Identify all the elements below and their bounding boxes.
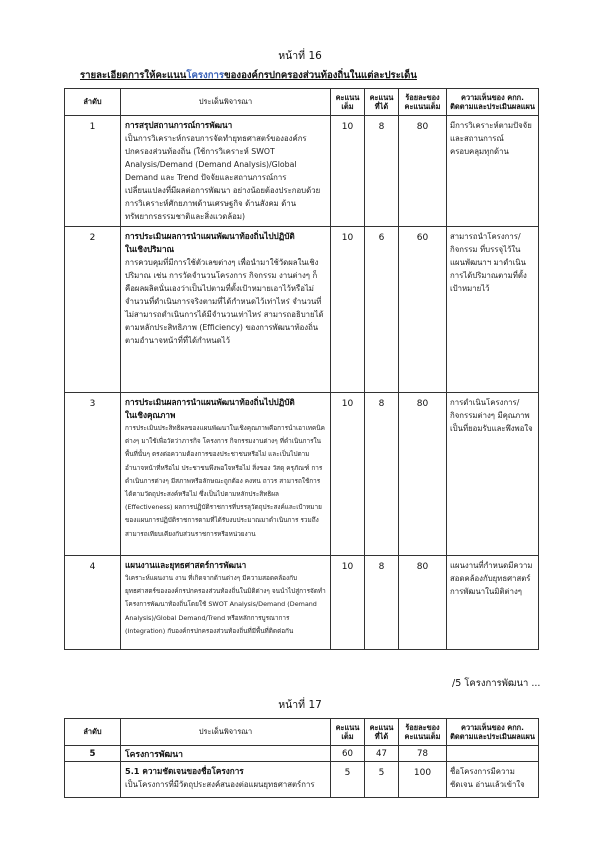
row-full-score: 10: [331, 393, 365, 556]
row-number: 3: [65, 393, 121, 556]
title-part-2: ขององค์กรปกครองส่วนท้องถิ่นในแต่ละประเด็น: [224, 70, 417, 81]
row-description: เป็นโครงการที่มีวัตถุประสงค์สนองต่อแผนยุทธศาสตร์การ: [125, 780, 315, 789]
row-topic: [121, 393, 331, 556]
row-percent: 80: [399, 556, 447, 650]
row-opinion: สามารถนำโครงการ/กิจกรรม ที่บรรจุไว้ในแผนพัฒนาฯ มาดำเนินการได้ปริมาณตามที่ตั้งเป้าหมายไว้: [447, 227, 539, 393]
col-header-score-line1: คะแนน: [369, 92, 394, 102]
row-full-score: 60: [331, 746, 365, 762]
page-number-next: หน้าที่ 17: [278, 699, 322, 711]
col-header-percent-line1: ร้อยละของ: [405, 92, 440, 102]
continuation-note: /5 โครงการพัฒนา ...: [452, 678, 541, 689]
row-description: การประเมินประสิทธิผลของแผนพัฒนาในเชิงคุณภาพคือการนำเอาเทคนิคต่างๆ มาใช้เพื่อวัดว่าภารกิจ โครงการ กิจกรรมงานต่างๆ ที่ดำเนินการในพื้นที่นั้นๆ ตรงต่อความต้องการของประชาชนหรือไม่ และเป็นไปตามอำนาจหน้าที่หรือไม่ ประชาชนพึงพอใจหรือไม่ สิ่งของ วัสดุ ครุภัณฑ์ การดำเนินการต่างๆ มีสภาพหรือลักษณะถูกต้อง คงทน ถาวร สามารถใช้การได้ตามวัตถุประสงค์หรือไม่ ซึ่งเป็นไปตามหลักประสิทธิผล (Effectiveness) ผลการปฏิบัติราชการที่บรรลุวัตถุประสงค์และเป้าหมายของแผนการปฏิบัติราชการตามที่ได้รับงบประมาณมาดำเนินการ รวมถึงสามารถเทียบเคียงกับส่วนราชการหรือหน่วยงาน: [125, 424, 325, 538]
scoring-table: [64, 88, 539, 650]
row-score: 8: [365, 116, 399, 227]
col-header-topic: ประเด็นพิจารณา: [121, 719, 331, 746]
col-header-score-line1: คะแนน: [369, 722, 394, 732]
row-number: 5: [65, 746, 121, 762]
col-header-full-line2: เต็ม: [341, 732, 354, 741]
summary-row: [65, 746, 539, 762]
table-row: [65, 556, 539, 650]
row-full-score: 5: [331, 762, 365, 798]
row-description: การควบคุมที่มีการใช้ตัวเลขต่างๆ เพื่อนำมาใช้วัดผลในเชิงปริมาณ เช่น การวัดจำนวนโครงการ กิจกรรม งานต่างๆ ก็คือผลผลิตนั่นเองว่าเป็นไปตามที่ตั้งเป้าหมายเอาไว้หรือไม่จำนวนที่ดำเนินการจริงตามที่ได้กำหนดไว้เท่าไหร่ จำนวนที่ไม่สามารถดำเนินการได้มีจำนวนเท่าไหร่ สามารถอธิบายได้ตามหลักประสิทธิภาพ (Efficiency) ของการพัฒนาท้องถิ่นตามอำนาจหน้าที่ที่ได้กำหนดไว้: [125, 258, 324, 345]
row-percent: 78: [399, 746, 447, 762]
row-heading: การสรุปสถานการณ์การพัฒนา: [125, 120, 233, 130]
row-topic: [121, 227, 331, 393]
table-row: [65, 762, 539, 798]
row-description: วิเคราะห์แผนงาน งาน ที่เกิดจากด้านต่างๆ มีความสอดคล้องกับยุทธศาสตร์ขององค์กรปกครองส่วนท้องถิ่นในมิติต่างๆ จนนำไปสู่การจัดทำโครงการพัฒนาท้องถิ่นโดยใช้ SWOT Analysis/Demand (Demand Analysis)/Global Demand/Trend หรือหลักการบูรณาการ (Integration) กับองค์กรปกครองส่วนท้องถิ่นที่มีพื้นที่ติดต่อกัน: [125, 574, 326, 635]
row-full-score: 10: [331, 116, 365, 227]
row-heading: การประเมินผลการนำแผนพัฒนาท้องถิ่นไปปฏิบัติ: [125, 397, 295, 407]
col-header-no: ลำดับ: [65, 89, 121, 116]
col-header-full-line2: เต็ม: [341, 102, 354, 111]
row-heading: การประเมินผลการนำแผนพัฒนาท้องถิ่นไปปฏิบัติ: [125, 231, 295, 241]
row-heading-line2: ในเชิงคุณภาพ: [125, 410, 176, 420]
row-percent: 80: [399, 393, 447, 556]
col-header-percent-line2: คะแนนเต็ม: [404, 732, 441, 741]
row-opinion: การดำเนินโครงการ/กิจกรรมต่างๆ มีคุณภาพเป็นที่ยอมรับและพึงพอใจ: [447, 393, 539, 556]
col-header-percent: [399, 719, 447, 746]
row-opinion: ชื่อโครงการมีความชัดเจน อ่านแล้วเข้าใจ: [447, 762, 539, 798]
row-topic: [121, 116, 331, 227]
col-header-percent-line1: ร้อยละของ: [405, 722, 440, 732]
row-percent: 60: [399, 227, 447, 393]
row-description: เป็นการวิเคราะห์กรอบการจัดทำยุทธศาสตร์ขององค์กรปกครองส่วนท้องถิ่น (ใช้การวิเคราะห์ SWOT Analysis/Demand (Demand Analysis)/Global Demand และ Trend ปัจจัยและสถานการณ์การเปลี่ยนแปลงที่มีผลต่อการพัฒนา อย่างน้อยต้องประกอบด้วยการวิเคราะห์ศักยภาพด้านเศรษฐกิจ ด้านสังคม ด้านทรัพยากรธรรมชาติและสิ่งแวดล้อม): [125, 134, 321, 221]
col-header-topic: ประเด็นพิจารณา: [121, 89, 331, 116]
col-header-opinion-line2: ติดตามและประเมินผลแผน: [450, 732, 535, 741]
title-highlight: โครงการ: [186, 70, 225, 81]
table-row: [65, 116, 539, 227]
row-heading: 5.1 ความชัดเจนของชื่อโครงการ: [125, 766, 244, 776]
row-opinion: [447, 746, 539, 762]
col-header-score: [365, 89, 399, 116]
col-header-score: [365, 719, 399, 746]
col-header-full-score: [331, 719, 365, 746]
row-number: 1: [65, 116, 121, 227]
row-percent: 80: [399, 116, 447, 227]
scoring-table-continued: [64, 718, 539, 798]
row-score: 8: [365, 393, 399, 556]
row-full-score: 10: [331, 556, 365, 650]
row-number: [65, 762, 121, 798]
col-header-score-line2: ที่ได้: [374, 732, 389, 741]
row-percent: 100: [399, 762, 447, 798]
row-heading: แผนงานและยุทธศาสตร์การพัฒนา: [125, 560, 247, 570]
row-topic: [121, 762, 331, 798]
table-row: [65, 393, 539, 556]
col-header-opinion: [447, 719, 539, 746]
table-header-row: [65, 89, 539, 116]
row-score: 47: [365, 746, 399, 762]
row-score: 6: [365, 227, 399, 393]
row-full-score: 10: [331, 227, 365, 393]
table-header-row: [65, 719, 539, 746]
col-header-full-line1: คะแนน: [335, 722, 360, 732]
row-opinion: แผนงานที่กำหนดมีความสอดคล้องกับยุทธศาสตร์การพัฒนาในมิติต่างๆ: [447, 556, 539, 650]
col-header-opinion: [447, 89, 539, 116]
page-number: หน้าที่ 16: [278, 50, 322, 62]
document-title: [80, 68, 540, 83]
row-heading: โครงการพัฒนา: [121, 746, 331, 762]
table-row: [65, 227, 539, 393]
col-header-opinion-line1: ความเห็นของ คกก.: [461, 722, 524, 732]
col-header-no: ลำดับ: [65, 719, 121, 746]
row-score: 8: [365, 556, 399, 650]
col-header-score-line2: ที่ได้: [374, 102, 389, 111]
col-header-opinion-line1: ความเห็นของ คกก.: [461, 92, 524, 102]
row-heading-line2: ในเชิงปริมาณ: [125, 244, 175, 254]
col-header-full-line1: คะแนน: [335, 92, 360, 102]
col-header-percent: [399, 89, 447, 116]
row-score: 5: [365, 762, 399, 798]
row-number: 2: [65, 227, 121, 393]
row-number: 4: [65, 556, 121, 650]
row-topic: [121, 556, 331, 650]
col-header-opinion-line2: ติดตามและประเมินผลแผน: [450, 102, 535, 111]
col-header-full-score: [331, 89, 365, 116]
row-opinion: มีการวิเคราะห์ตามปัจจัยและสถานการณ์ครอบคลุมทุกด้าน: [447, 116, 539, 227]
title-part-1: รายละเอียดการให้คะแนน: [80, 70, 187, 81]
col-header-percent-line2: คะแนนเต็ม: [404, 102, 441, 111]
